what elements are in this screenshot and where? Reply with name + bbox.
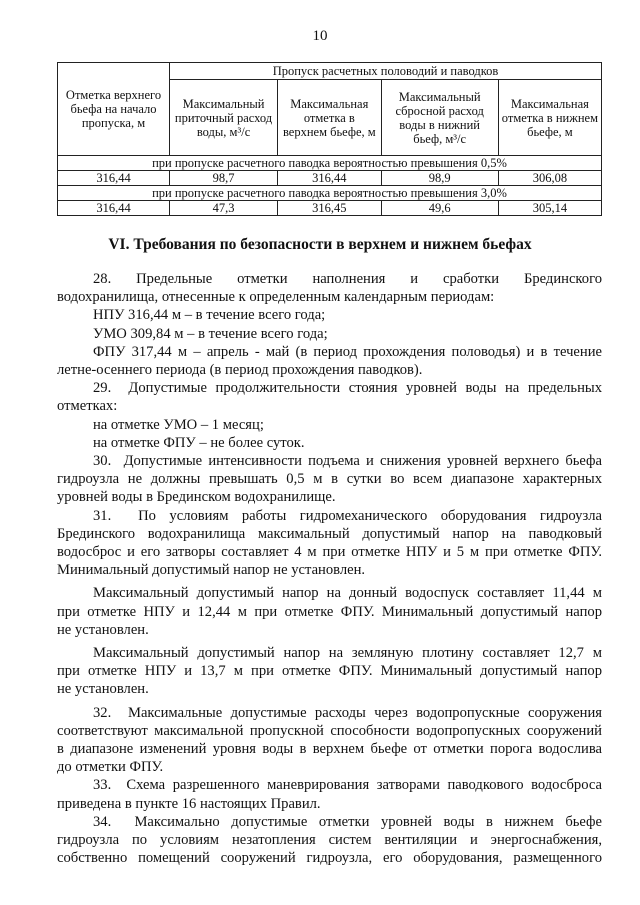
page-number: 10 bbox=[312, 28, 328, 44]
text-line: Максимальный допустимый напор на земляную плотину составляет 12,7 м bbox=[93, 645, 602, 662]
text-line: 30. Допустимые интенсивности подъема и снижения уровней верхнего бьефа bbox=[93, 453, 602, 470]
table-condition-row bbox=[58, 156, 602, 171]
text-line: на отметке ФПУ – не более суток. bbox=[93, 434, 305, 451]
document-body bbox=[57, 270, 602, 868]
table-header-max-inflow: Максимальный приточный расход воды, м³/с bbox=[170, 80, 278, 156]
text-line: при отметке НПУ и 13,7 м при отметке ФПУ. Минимальный допустимый напор bbox=[57, 663, 602, 680]
text-line: водохранилища, отнесенные к определенным календарным периодам: bbox=[57, 289, 495, 306]
condition-0-5: при пропуске расчетного паводка вероятностью превышения 0,5% bbox=[58, 156, 602, 171]
text-line: 28. Предельные отметки наполнения и сработки Брединского bbox=[93, 271, 602, 287]
text-line: собственно помещений сооружений гидроузла, его оборудования, размещенного bbox=[57, 850, 602, 867]
text-line: при отметке НПУ и 12,44 м при отметке ФПУ. Минимальный допустимый напор bbox=[57, 603, 602, 620]
text-line: летне-осеннего периода (в период прохождения паводков). bbox=[57, 362, 423, 379]
section-title: VI. Требования по безопасности в верхнем и нижнем бьефах bbox=[108, 236, 532, 253]
text-line: в диапазоне изменений уровня воды в верхнем бьефе от отметки порога водослива bbox=[57, 741, 602, 758]
text-line: не установлен. bbox=[57, 681, 149, 698]
text-line: 29. Допустимые продолжительности стояния уровней воды на предельных bbox=[93, 380, 602, 397]
text-line: водосброс и его затворы составляет 4 м при отметке НПУ и 5 м при отметке ФПУ. bbox=[57, 544, 602, 561]
text-line: ФПУ 317,44 м – апрель - май (в период прохождения половодья) и в течение bbox=[93, 343, 602, 360]
table-header-upper-pool-level: Отметка верхнего бьефа на начало пропуска, м bbox=[58, 63, 170, 156]
text-line: 33. Схема разрешенного маневрирования затворами паводкового водосброса bbox=[93, 777, 602, 794]
text-line: НПУ 316,44 м – в течение всего года; bbox=[93, 307, 326, 324]
table-cell: 49,6 bbox=[381, 201, 498, 216]
table-cell: 305,14 bbox=[498, 201, 601, 216]
text-line: 32. Максимальные допустимые расходы через водопропускные сооружения bbox=[93, 704, 602, 721]
table-cell: 98,7 bbox=[170, 171, 278, 186]
table-cell: 98,9 bbox=[381, 171, 498, 186]
table-header-max-upper-level: Максимальная отметка в верхнем бьефе, м bbox=[278, 80, 381, 156]
text-line: приведена в пункте 16 настоящих Правил. bbox=[57, 795, 321, 812]
table-row bbox=[58, 171, 602, 186]
table-header-max-discharge: Максимальный сбросной расход воды в нижний бьеф, м³/с bbox=[381, 80, 498, 156]
text-line: гидроузла по условиям незатопления систем вентиляции и энергоснабжения, bbox=[57, 832, 602, 849]
text-line: гидроузла не должны превышать 0,5 м в сутки во всем диапазоне характерных bbox=[57, 471, 602, 488]
text-line: отметках: bbox=[57, 398, 118, 415]
text-line: до отметки ФПУ. bbox=[57, 759, 164, 776]
text-line: не установлен. bbox=[57, 621, 149, 638]
table-header-row bbox=[58, 63, 602, 80]
text-line: уровней воды в Брединском водохранилище. bbox=[57, 489, 336, 506]
text-line: 34. Максимально допустимые отметки уровней воды в нижнем бьефе bbox=[93, 813, 602, 830]
text-line: соответствуют максимальной пропускной способности водопропускных сооружений bbox=[57, 722, 602, 739]
table-cell: 316,44 bbox=[58, 171, 170, 186]
text-line: Максимальный допустимый напор на донный водоспуск составляет 11,44 м bbox=[93, 585, 602, 602]
table-header-max-lower-level: Максимальная отметка в нижнем бьефе, м bbox=[498, 80, 601, 156]
text-line: 31. По условиям работы гидромеханического оборудования гидроузла bbox=[93, 507, 602, 524]
table-header-group: Пропуск расчетных половодий и паводков bbox=[170, 63, 602, 80]
table-cell: 47,3 bbox=[170, 201, 278, 216]
table-cell: 316,45 bbox=[278, 201, 381, 216]
condition-3-0: при пропуске расчетного паводка вероятностью превышения 3,0% bbox=[58, 186, 602, 201]
table-cell: 306,08 bbox=[498, 171, 601, 186]
text-line: Брединского водохранилища максимальный допустимый напор на паводковый bbox=[57, 525, 602, 542]
table-cell: 316,44 bbox=[278, 171, 381, 186]
flood-passage-table bbox=[57, 62, 602, 216]
text-line: УМО 309,84 м – в течение всего года; bbox=[93, 325, 328, 342]
text-line: Минимальный допустимый напор не установлен. bbox=[57, 562, 366, 579]
table-condition-row bbox=[58, 186, 602, 201]
text-line: на отметке УМО – 1 месяц; bbox=[93, 416, 264, 433]
table-row bbox=[58, 201, 602, 216]
table-cell: 316,44 bbox=[58, 201, 170, 216]
